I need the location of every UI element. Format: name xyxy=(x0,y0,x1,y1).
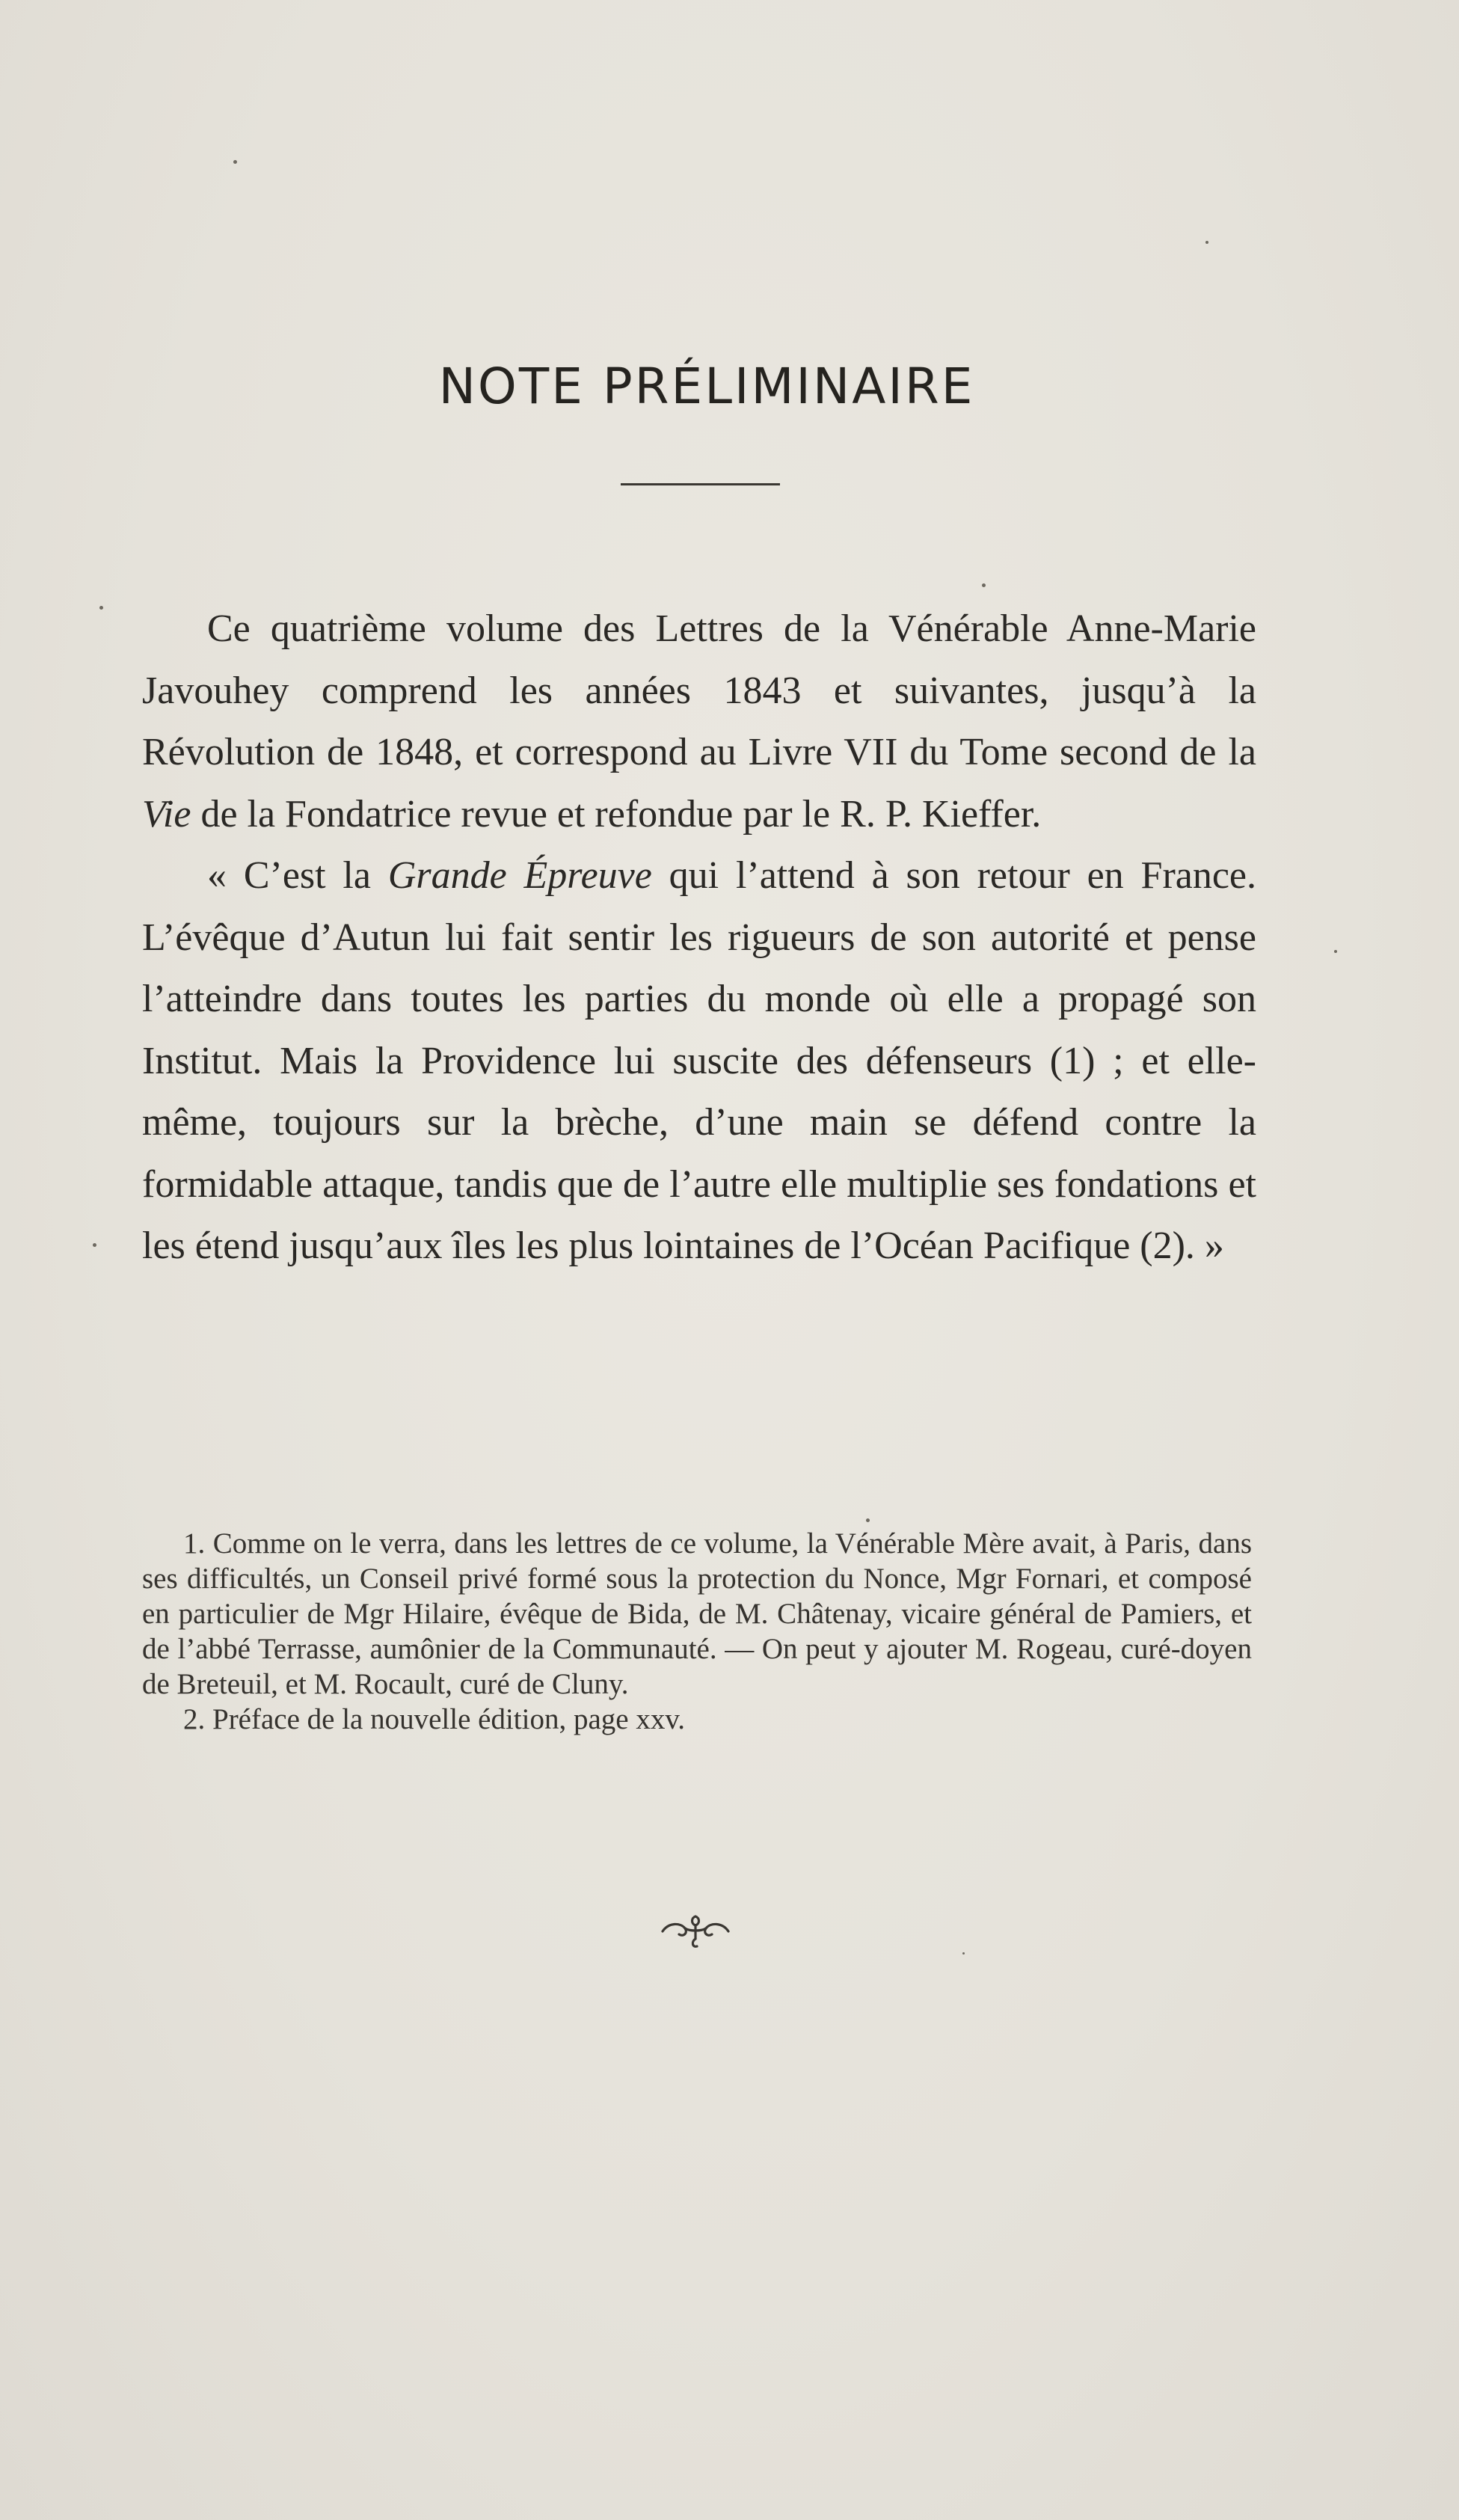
paper-speck xyxy=(233,160,237,164)
fleuron-ornament-icon xyxy=(658,1906,733,1952)
title-rule-divider xyxy=(621,483,780,485)
paragraph-1 xyxy=(142,598,1256,845)
paper-speck xyxy=(962,1952,965,1955)
main-text xyxy=(142,598,1256,1278)
paragraph-2-italic: Grande Épreuve xyxy=(387,854,652,897)
footnote-1: 1. Comme on le verra, dans les lettres de ce volume, la Vénérable Mère avait, à Paris, dans ses difficultés, un Conseil privé formé sous la protection du Nonce, Mgr Fornari, et composé en particulier de Mgr Hilaire, évêque de Bida, de M. Châtenay, vicaire général de Pamiers, et de l’abbé Terrasse, aumônier de la Communauté. — On peut y ajouter M. Rogeau, curé-doyen de Breteuil, et M. Rocault, curé de Cluny. xyxy=(142,1527,1252,1700)
paragraph-1-italic: Vie xyxy=(142,792,191,836)
footnote-2: 2. Préface de la nouvelle édition, page xxv. xyxy=(183,1703,686,1735)
paragraph-1-text: Ce quatrième volume des Lettres de la Vénérable Anne-Marie Javouhey comprend les années 1843 et suivantes, jusqu’à la Révolution de 1848, et correspond au Livre VII du Tome second de la xyxy=(142,607,1256,773)
footnotes xyxy=(142,1526,1252,1737)
paper-speck xyxy=(1205,241,1208,244)
paper-speck xyxy=(1334,950,1337,953)
paper-speck xyxy=(93,1243,96,1247)
page-title: NOTE PRÉLIMINAIRE xyxy=(438,358,975,415)
paper-speck xyxy=(982,583,986,587)
paper-speck xyxy=(99,606,103,610)
paragraph-2-text-end: qui l’attend à son retour en France. L’évêque d’Autun lui fait sentir les rigueurs de son autorité et pense l’atteindre dans toutes les parties du monde où elle a propagé son Institut. Mais la Providence lui suscite des défenseurs (1) ; et elle-même, toujours sur la brèche, d’une main se défend contre la formidable attaque, tandis que de l’autre elle multiplie ses fondations et les étend jusqu’aux îles les plus lointaines de l’Océan Pacifique (2). » xyxy=(142,854,1256,1267)
paper-speck xyxy=(866,1518,870,1522)
paragraph-2-text: « C’est la xyxy=(207,854,388,897)
paragraph-1-text-end: de la Fondatrice revue et refondue par le R. P. Kieffer. xyxy=(191,792,1042,836)
paragraph-2 xyxy=(142,845,1256,1278)
